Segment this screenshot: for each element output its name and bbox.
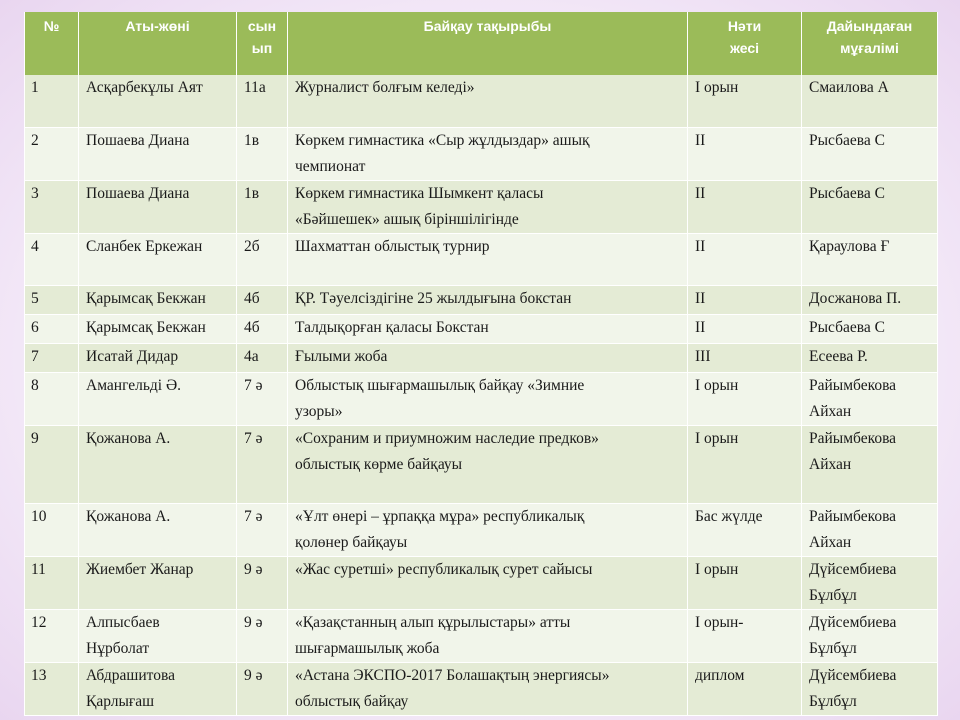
cell-result: I орын- — [688, 609, 802, 662]
cell-class: 9 ә — [237, 609, 288, 662]
cell-name: Сланбек Еркежан — [79, 233, 237, 285]
cell-teacher: Досжанова П. — [802, 285, 938, 314]
cell-num: 13 — [25, 662, 79, 715]
cell-topic: Көркем гимнастика «Сыр жұлдыздар» ашық чемпионат — [288, 127, 688, 180]
table-row — [25, 503, 938, 556]
cell-name: Абдрашитова Қарлығаш — [79, 662, 237, 715]
header-topic: Байқау тақырыбы — [288, 12, 688, 75]
cell-class: 4б — [237, 285, 288, 314]
cell-class: 9 ә — [237, 662, 288, 715]
cell-num: 1 — [25, 75, 79, 127]
cell-class: 11а — [237, 75, 288, 127]
cell-num: 10 — [25, 503, 79, 556]
cell-class: 7 ә — [237, 372, 288, 425]
cell-name: Қожанова А. — [79, 425, 237, 503]
cell-result: II — [688, 314, 802, 343]
cell-topic: «Қазақстанның алып құрылыстары» атты шығармашылық жоба — [288, 609, 688, 662]
cell-topic: «Жас суретші» республикалық сурет сайысы — [288, 556, 688, 609]
table-row — [25, 662, 938, 715]
cell-name: Амангельді Ә. — [79, 372, 237, 425]
cell-topic: «Ұлт өнері – ұрпаққа мұра» республикалық қолөнер байқауы — [288, 503, 688, 556]
cell-num: 3 — [25, 180, 79, 233]
cell-teacher: Дүйсембиева Бұлбұл — [802, 556, 938, 609]
cell-num: 9 — [25, 425, 79, 503]
cell-name: Қарымсақ Бекжан — [79, 285, 237, 314]
table-row — [25, 233, 938, 285]
cell-topic: ҚР. Тәуелсіздігіне 25 жылдығына бокстан — [288, 285, 688, 314]
cell-teacher: Рысбаева С — [802, 314, 938, 343]
cell-num: 6 — [25, 314, 79, 343]
cell-result: II — [688, 127, 802, 180]
cell-topic: Журналист болғым келеді» — [288, 75, 688, 127]
cell-name: Пошаева Диана — [79, 127, 237, 180]
cell-class: 1в — [237, 180, 288, 233]
slide — [24, 12, 937, 716]
header-teacher: Дайындаған мұғалімі — [802, 12, 938, 75]
cell-class: 9 ә — [237, 556, 288, 609]
table-row — [25, 180, 938, 233]
cell-teacher: Есеева Р. — [802, 343, 938, 372]
cell-class: 1в — [237, 127, 288, 180]
cell-result: I орын — [688, 75, 802, 127]
cell-name: Пошаева Диана — [79, 180, 237, 233]
cell-topic: Шахматтан облыстық турнир — [288, 233, 688, 285]
table-row — [25, 556, 938, 609]
cell-name: Асқарбекұлы Аят — [79, 75, 237, 127]
cell-class: 4а — [237, 343, 288, 372]
cell-name: Қожанова А. — [79, 503, 237, 556]
results-table — [24, 12, 938, 716]
cell-result: II — [688, 180, 802, 233]
table-row — [25, 127, 938, 180]
cell-result: диплом — [688, 662, 802, 715]
cell-result: I орын — [688, 556, 802, 609]
cell-teacher: Райымбекова Айхан — [802, 503, 938, 556]
cell-topic: Ғылыми жоба — [288, 343, 688, 372]
cell-num: 7 — [25, 343, 79, 372]
cell-class: 7 ә — [237, 503, 288, 556]
cell-result: II — [688, 233, 802, 285]
cell-result: I орын — [688, 425, 802, 503]
cell-num: 5 — [25, 285, 79, 314]
table-row — [25, 314, 938, 343]
cell-topic: «Астана ЭКСПО-2017 Болашақтың энергиясы» облыстық байқау — [288, 662, 688, 715]
cell-teacher: Райымбекова Айхан — [802, 425, 938, 503]
cell-name: Жиембет Жанар — [79, 556, 237, 609]
cell-name: Алпысбаев Нұрболат — [79, 609, 237, 662]
cell-topic: Облыстық шығармашылық байқау «Зимние узоры» — [288, 372, 688, 425]
cell-class: 4б — [237, 314, 288, 343]
header-result: Нәти жесі — [688, 12, 802, 75]
cell-topic: Көркем гимнастика Шымкент қаласы «Бәйшешек» ашық біріншілігінде — [288, 180, 688, 233]
table-row — [25, 372, 938, 425]
cell-name: Қарымсақ Бекжан — [79, 314, 237, 343]
cell-class: 7 ә — [237, 425, 288, 503]
cell-topic: «Сохраним и приумножим наследие предков» облыстық көрме байқауы — [288, 425, 688, 503]
table-row — [25, 609, 938, 662]
cell-name: Исатай Дидар — [79, 343, 237, 372]
cell-result: Бас жүлде — [688, 503, 802, 556]
cell-result: II — [688, 285, 802, 314]
cell-num: 11 — [25, 556, 79, 609]
cell-topic: Талдықорған қаласы Бокстан — [288, 314, 688, 343]
cell-teacher: Дүйсембиева Бұлбұл — [802, 609, 938, 662]
cell-num: 2 — [25, 127, 79, 180]
cell-result: III — [688, 343, 802, 372]
cell-result: I орын — [688, 372, 802, 425]
cell-teacher: Рысбаева С — [802, 127, 938, 180]
header-name: Аты-жөні — [79, 12, 237, 75]
cell-teacher: Рысбаева С — [802, 180, 938, 233]
cell-teacher: Қараулова Ғ — [802, 233, 938, 285]
header-class: сын ып — [237, 12, 288, 75]
cell-teacher: Райымбекова Айхан — [802, 372, 938, 425]
table-row — [25, 75, 938, 127]
cell-teacher: Дүйсембиева Бұлбұл — [802, 662, 938, 715]
table-row — [25, 425, 938, 503]
header-num: № — [25, 12, 79, 75]
table-header-row — [25, 12, 938, 75]
cell-num: 12 — [25, 609, 79, 662]
cell-class: 2б — [237, 233, 288, 285]
cell-num: 4 — [25, 233, 79, 285]
table-row — [25, 285, 938, 314]
cell-teacher: Смаилова А — [802, 75, 938, 127]
cell-num: 8 — [25, 372, 79, 425]
table-row — [25, 343, 938, 372]
